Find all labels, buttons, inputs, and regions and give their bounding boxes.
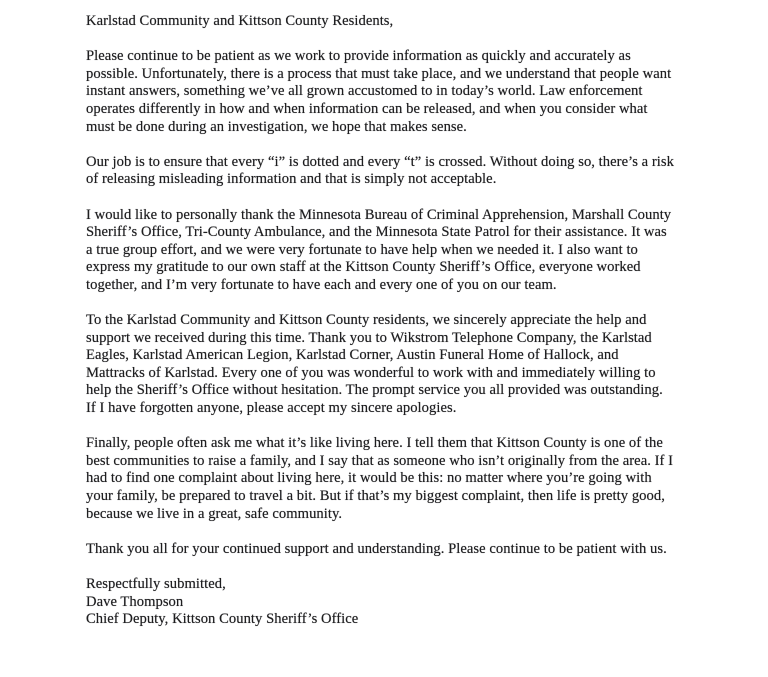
letter-paragraph: Finally, people often ask me what it’s like living here. I tell them that Kittson County is one of the best communities to raise a family, and I say that as someone who isn’t originally from the area. If I had to find one complaint about living here, it would be this: no matter where you’re going with your family, be prepared to travel a bit. But if that’s my biggest complaint, then life is pretty good, because we live in a great, safe community. bbox=[86, 435, 674, 522]
closing-phrase: Respectfully submitted, bbox=[86, 576, 226, 592]
closing-name: Dave Thompson bbox=[86, 593, 184, 610]
letter-paragraph: Our job is to ensure that every “i” is dotted and every “t” is crossed. Without doing so, there’s a risk of releasing misleading information and that is simply not acceptable. bbox=[86, 153, 674, 188]
letter-paragraph: Thank you all for your continued support and understanding. Please continue to be patient with us. bbox=[86, 540, 667, 557]
letter-body bbox=[86, 48, 674, 558]
letter-paragraph: Please continue to be patient as we work to provide information as quickly and accurately as possible. Unfortunately, there is a process that must take place, and we understand that people want instant answers, something we’ve all grown accustomed to in today’s world. Law enforcement operates differently in how and when information can be released, and when you consider what must be done during an investigation, we hope that makes sense. bbox=[86, 48, 672, 135]
letter-paragraph: I would like to personally thank the Minnesota Bureau of Criminal Apprehension, Marshall County Sheriff’s Office, Tri-County Ambulance, and the Minnesota State Patrol for their assistance. It was a true group effort, and we were very fortunate to have help when we needed it. I also want to express my gratitude to our own staff at the Kittson County Sheriff’s Office, everyone worked together, and I’m very fortunate to have each and every one of you on our team. bbox=[86, 206, 672, 293]
letter-salutation: Karlstad Community and Kittson County Residents, bbox=[86, 13, 394, 29]
letter-closing bbox=[86, 576, 674, 629]
letter-paragraph: To the Karlstad Community and Kittson County residents, we sincerely appreciate the help and support we received during this time. Thank you to Wikstrom Telephone Company, the Karlstad Eagles, Karlstad American Legion, Karlstad Corner, Austin Funeral Home of Hallock, and Mattracks of Karlstad. Every one of you was wonderful to work with and immediately willing to help the Sheriff’s Office without hesitation. The prompt service you all provided was outstanding. If I have forgotten anyone, please accept my sincere apologies. bbox=[86, 312, 663, 417]
closing-title: Chief Deputy, Kittson County Sheriff’s Office bbox=[86, 611, 359, 628]
